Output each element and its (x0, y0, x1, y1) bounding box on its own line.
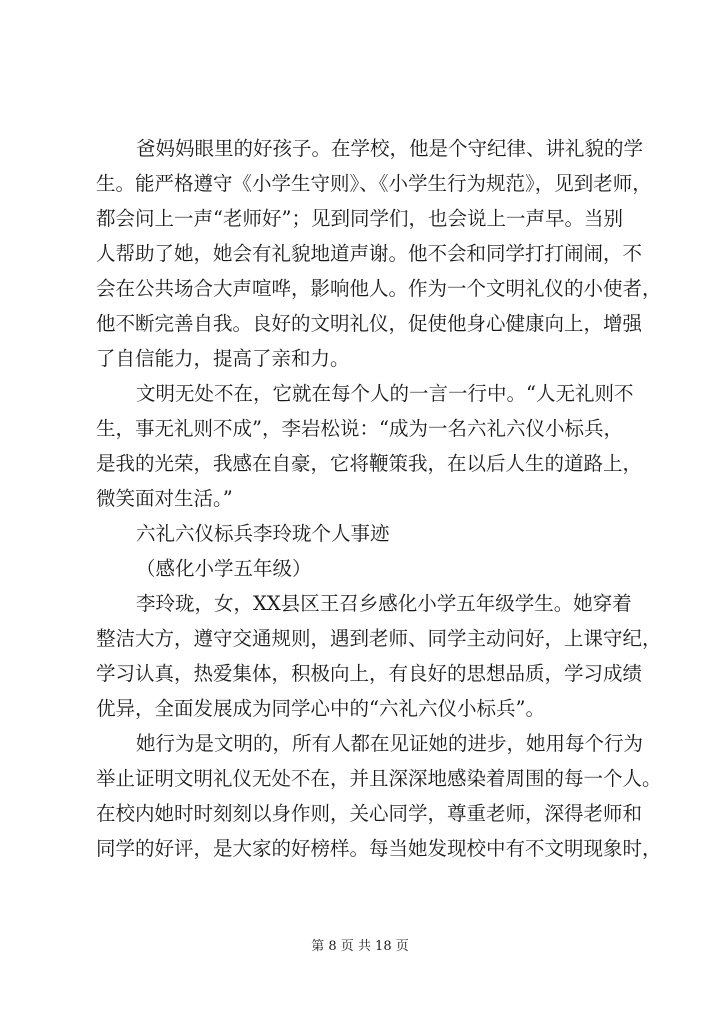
page-number-footer: 第 8 页 共 18 页 (311, 939, 409, 954)
text-line: 整洁大方，遵守交通规则，遇到老师、同学主动问好，上课守纪， (96, 627, 662, 650)
text-line: 在校内她时时刻刻以身作则，关心同学，尊重老师，深得老师和 (96, 802, 643, 825)
text-line: 文明无处不在，它就在每个人的一言一行中。“人无礼则不 (136, 382, 634, 405)
text-line: 学习认真，热爱集体，积极向上，有良好的思想品质，学习成绩 (96, 662, 643, 685)
text-line: 都会问上一声“老师好”；见到同学们，也会说上一声早。当别 (96, 207, 623, 230)
text-line: 李玲珑，女，XX县区王召乡感化小学五年级学生。她穿着 (136, 592, 632, 615)
text-line: 了自信能力，提高了亲和力。 (96, 347, 350, 370)
text-line: 举止证明文明礼仪无处不在，并且深深地感染着周围的每一个人。 (96, 767, 662, 790)
text-line: 生。能严格遵守《小学生守则》、《小学生行为规范》，见到老师， (96, 172, 652, 195)
section-subheading: （感化小学五年级） (136, 557, 312, 580)
text-line: 微笑面对生活。” (96, 487, 233, 510)
text-line: 爸妈妈眼里的好孩子。在学校，他是个守纪律、讲礼貌的学 (136, 137, 644, 160)
text-line: 生，事无礼则不成”，李岩松说：“成为一名六礼六仪小标兵， (96, 417, 623, 440)
text-line: 同学的好评，是大家的好榜样。每当她发现校中有不文明现象时， (96, 837, 662, 860)
text-line: 会在公共场合大声喧哗，影响他人。作为一个文明礼仪的小使者， (96, 277, 662, 300)
text-line: 她行为是文明的，所有人都在见证她的进步，她用每个行为 (136, 732, 644, 755)
section-heading: 六礼六仪标兵李玲珑个人事迹 (136, 522, 390, 545)
body-text (96, 131, 662, 866)
text-line: 是我的光荣，我感在自豪，它将鞭策我，在以后人生的道路上， (96, 452, 643, 475)
text-line: 人帮助了她，她会有礼貌地道声谢。他不会和同学打打闹闹，不 (96, 242, 643, 265)
text-line: 优异，全面发展成为同学心中的“六礼六仪小标兵”。 (96, 697, 545, 720)
text-line: 他不断完善自我。良好的文明礼仪，促使他身心健康向上，增强 (96, 312, 643, 335)
